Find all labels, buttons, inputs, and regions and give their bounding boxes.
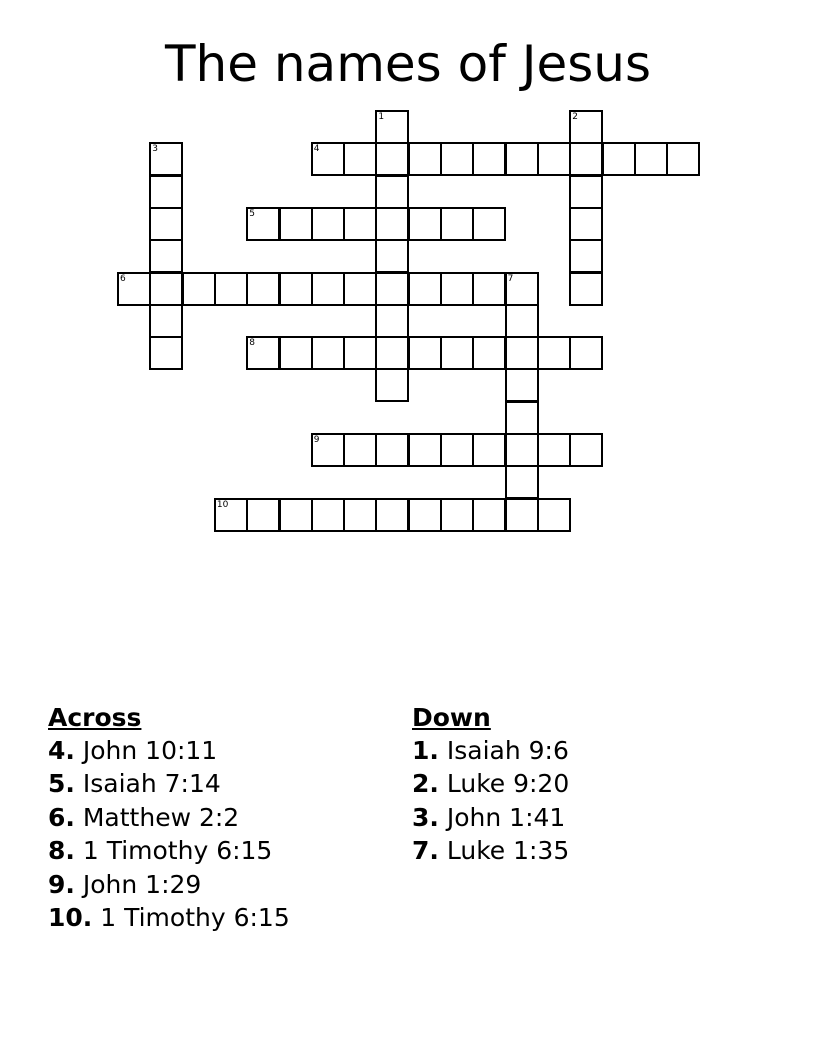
cell-number: 5	[249, 208, 255, 219]
grid-cell[interactable]	[214, 498, 248, 532]
clue-text: John 10:11	[82, 736, 218, 765]
grid-cell[interactable]	[149, 336, 183, 370]
grid-cell[interactable]	[246, 498, 280, 532]
clue-across-8	[48, 834, 290, 867]
clue-down-1	[412, 734, 569, 767]
grid-cell[interactable]	[279, 272, 313, 306]
grid-cell[interactable]	[408, 207, 442, 241]
grid-cell[interactable]	[149, 272, 183, 306]
clue-across-9	[48, 868, 290, 901]
clue-number: 10.	[48, 903, 93, 933]
clue-text: Matthew 2:2	[82, 802, 240, 832]
grid-cell[interactable]	[505, 401, 539, 435]
grid-cell[interactable]	[311, 272, 345, 306]
grid-cell[interactable]	[505, 368, 539, 402]
cell-number: 6	[120, 273, 126, 284]
grid-cell[interactable]	[375, 272, 409, 306]
grid-cell[interactable]	[472, 433, 506, 467]
grid-cell[interactable]	[375, 110, 409, 144]
clue-text: Isaiah 7:14	[82, 769, 221, 799]
clue-text: 1 Timothy 6:15	[100, 903, 290, 933]
grid-cell[interactable]	[408, 272, 442, 306]
clue-number: 9.	[48, 869, 75, 899]
clue-text: John 1:41	[446, 802, 566, 832]
down-clues	[412, 702, 569, 868]
grid-cell[interactable]	[246, 336, 280, 370]
grid-cell[interactable]	[311, 142, 345, 176]
grid-cell[interactable]	[408, 433, 442, 467]
grid-cell[interactable]	[408, 142, 442, 176]
grid-cell[interactable]	[440, 336, 474, 370]
grid-cell[interactable]	[634, 142, 668, 176]
grid-cell[interactable]	[440, 272, 474, 306]
grid-cell[interactable]	[505, 498, 539, 532]
grid-cell[interactable]	[666, 142, 700, 176]
clue-number: 4.	[48, 736, 75, 765]
grid-cell[interactable]	[149, 207, 183, 241]
clue-down-2	[412, 767, 569, 800]
grid-cell[interactable]	[537, 498, 571, 532]
grid-cell[interactable]	[537, 433, 571, 467]
grid-cell[interactable]	[472, 498, 506, 532]
clue-number: 2.	[412, 769, 439, 799]
cell-number: 8	[249, 338, 255, 349]
grid-cell[interactable]	[505, 142, 539, 176]
clue-text: Luke 9:20	[446, 769, 570, 799]
grid-cell[interactable]	[569, 207, 603, 241]
grid-cell[interactable]	[343, 498, 377, 532]
grid-cell[interactable]	[569, 433, 603, 467]
down-heading: Down	[412, 703, 491, 732]
grid-cell[interactable]	[375, 433, 409, 467]
clue-text: Isaiah 9:6	[446, 736, 569, 765]
grid-cell[interactable]	[343, 272, 377, 306]
clue-text: 1 Timothy 6:15	[82, 836, 273, 866]
grid-cell[interactable]	[537, 142, 571, 176]
grid-cell[interactable]	[472, 207, 506, 241]
grid-cell[interactable]	[375, 142, 409, 176]
clue-down-3	[412, 801, 569, 834]
clue-across-5	[48, 767, 290, 800]
clue-across-6	[48, 801, 290, 834]
grid-cell[interactable]	[569, 142, 603, 176]
grid-cell[interactable]	[117, 272, 151, 306]
grid-cell[interactable]	[505, 433, 539, 467]
grid-cell[interactable]	[149, 304, 183, 338]
grid-cell[interactable]	[375, 175, 409, 209]
cell-number: 1	[378, 112, 385, 122]
grid-cell[interactable]	[279, 207, 313, 241]
grid-cell[interactable]	[343, 336, 377, 370]
clue-number: 6.	[48, 802, 75, 832]
across-clues	[48, 702, 290, 934]
grid-cell[interactable]	[311, 336, 345, 370]
grid-cell[interactable]	[279, 498, 313, 532]
clue-across-4	[48, 734, 290, 767]
grid-cell[interactable]	[149, 239, 183, 273]
grid-cell[interactable]	[375, 207, 409, 241]
grid-cell[interactable]	[375, 498, 409, 532]
page-title: The names of Jesus	[164, 35, 651, 93]
cell-number: 9	[313, 435, 320, 445]
grid-cell[interactable]	[182, 272, 216, 306]
grid-cell[interactable]	[569, 110, 603, 144]
grid-cell[interactable]	[569, 272, 603, 306]
grid-cell[interactable]	[505, 465, 539, 499]
grid-cell[interactable]	[311, 433, 345, 467]
clue-across-10	[48, 901, 290, 934]
grid-cell[interactable]	[246, 272, 280, 306]
clue-number: 3.	[412, 802, 439, 832]
grid-cell[interactable]	[408, 498, 442, 532]
grid-cell[interactable]	[505, 304, 539, 338]
grid-cell[interactable]	[472, 336, 506, 370]
grid-cell[interactable]	[149, 175, 183, 209]
cell-number: 3	[152, 144, 159, 155]
grid-cell[interactable]	[505, 272, 539, 306]
grid-cell[interactable]	[375, 304, 409, 338]
clue-number: 5.	[48, 769, 75, 799]
clue-number: 7.	[412, 836, 439, 866]
clue-text: Luke 1:35	[446, 836, 570, 866]
grid-cell[interactable]	[149, 142, 183, 176]
grid-cell[interactable]	[602, 142, 636, 176]
clue-number: 8.	[48, 836, 75, 866]
grid-cell[interactable]	[343, 142, 377, 176]
grid-cell[interactable]	[375, 239, 409, 273]
grid-cell[interactable]	[279, 336, 313, 370]
grid-cell[interactable]	[472, 272, 506, 306]
grid-cell[interactable]	[569, 239, 603, 273]
grid-cell[interactable]	[343, 207, 377, 241]
cell-number: 10	[216, 499, 229, 510]
grid-cell[interactable]	[505, 336, 539, 370]
grid-cell[interactable]	[472, 142, 506, 176]
across-heading: Across	[48, 703, 142, 732]
grid-cell[interactable]	[375, 336, 409, 370]
grid-cell[interactable]	[214, 272, 248, 306]
grid-cell[interactable]	[408, 336, 442, 370]
grid-cell[interactable]	[569, 336, 603, 370]
grid-cell[interactable]	[537, 336, 571, 370]
cell-number: 4	[313, 144, 320, 155]
clue-down-7	[412, 834, 569, 867]
grid-cell[interactable]	[311, 207, 345, 241]
cell-number: 7	[507, 273, 514, 284]
grid-cell[interactable]	[569, 175, 603, 209]
grid-cell[interactable]	[440, 207, 474, 241]
grid-cell[interactable]	[311, 498, 345, 532]
grid-cell[interactable]	[375, 368, 409, 402]
cell-number: 2	[572, 112, 578, 122]
grid-cell[interactable]	[343, 433, 377, 467]
grid-cell[interactable]	[440, 433, 474, 467]
grid-cell[interactable]	[440, 498, 474, 532]
clue-number: 1.	[412, 736, 439, 765]
grid-cell[interactable]	[246, 207, 280, 241]
grid-cell[interactable]	[440, 142, 474, 176]
clue-text: John 1:29	[82, 869, 202, 899]
